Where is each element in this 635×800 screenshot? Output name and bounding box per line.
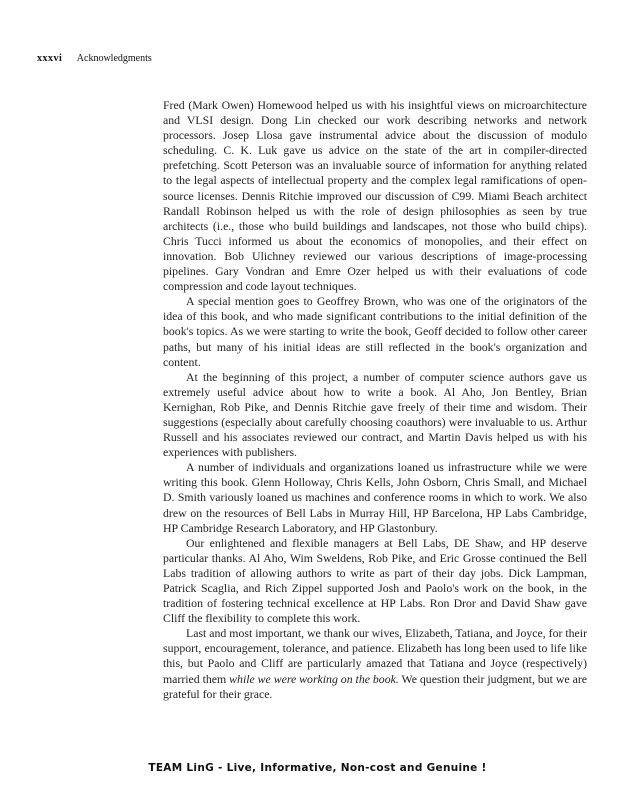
- footer-watermark: TEAM LinG - Live, Informative, Non-cost and Genuine !: [148, 762, 487, 774]
- paragraph-6-emphasis: while we were working on the book.: [229, 671, 399, 686]
- page-header: [37, 53, 152, 64]
- paragraph-4: A number of individuals and organizations loaned us infrastructure while we were writing this book. Glenn Holloway, Chris Kells, John Osborn, Chris Small, and Michael D. Smith variously loaned us machines and conference rooms in which to work. We also drew on the resources of Bell Labs in Murray Hill, HP Barcelona, HP Labs Cambridge, HP Cambridge Research Laboratory, and HP Glastonbury.: [163, 460, 587, 535]
- paragraph-5: Our enlightened and flexible managers at Bell Labs, DE Shaw, and HP deserve particular thanks. Al Aho, Wim Sweldens, Rob Pike, and Eric Grosse continued the Bell Labs tradition of allowing authors to write as part of their day jobs. Dick Lampman, Patrick Scaglia, and Rich Zippel supported Josh and Paolo's work on the book, in the tradition of fostering technical excellence at HP Labs. Ron Dror and David Shaw gave Cliff the flexibility to complete this work.: [163, 535, 587, 626]
- paragraph-6-text-before: Last and most important, we thank our wives, Elizabeth, Tatiana, and Joyce, for their support, encouragement, tolerance, and patience. Elizabeth has long been used to life like this, but Paolo and Cliff are particularly amazed that Tatiana and Joyce (respectively) married them: [163, 626, 587, 686]
- page-number: xxxvi: [37, 53, 63, 64]
- paragraph-6: [163, 626, 587, 701]
- acknowledgments-body: [163, 98, 587, 702]
- paragraph-6-text-after: We question their judgment, but we are grateful for their grace.: [163, 671, 587, 701]
- paragraph-3: At the beginning of this project, a number of computer science authors gave us extremely useful advice about how to write a book. Al Aho, Jon Bentley, Brian Kernighan, Rob Pike, and Dennis Ritchie gave freely of their time and wisdom. Their suggestions (especially about carefully choosing coauthors) were invaluable to us. Arthur Russell and his associates reviewed our contract, and Martin Davis helped us with his experiences with publishers.: [163, 369, 587, 460]
- running-head: Acknowledgments: [76, 53, 152, 64]
- paragraph-1: Fred (Mark Owen) Homewood helped us with his insightful views on microarchitecture and VLSI design. Dong Lin checked our work describing networks and network processors. Josep Llosa gave instrumental advice about the discussion of modulo scheduling. C. K. Luk gave us advice on the state of the art in compiler-directed prefetching. Scott Peterson was an invaluable source of information for anything related to the legal aspects of intellectual property and the complex legal ramifications of open-source licenses. Dennis Ritchie improved our discussion of C99. Miami Beach architect Randall Robinson helped us with the role of design philosophies as seen by true architects (i.e., those who build buildings and landscapes, not those who build chips). Chris Tucci informed us about the economics of monopolies, and their effect on innovation. Bob Ulichney reviewed our various descriptions of image-processing pipelines. Gary Vondran and Emre Ozer helped us with their evaluations of code compression and code layout techniques.: [163, 98, 587, 294]
- paragraph-2: A special mention goes to Geoffrey Brown, who was one of the originators of the idea of this book, and who made significant contributions to the initial definition of the book's topics. As we were starting to write the book, Geoff decided to follow other career paths, but many of his initial ideas are still reflected in the book's organization and content.: [163, 294, 587, 369]
